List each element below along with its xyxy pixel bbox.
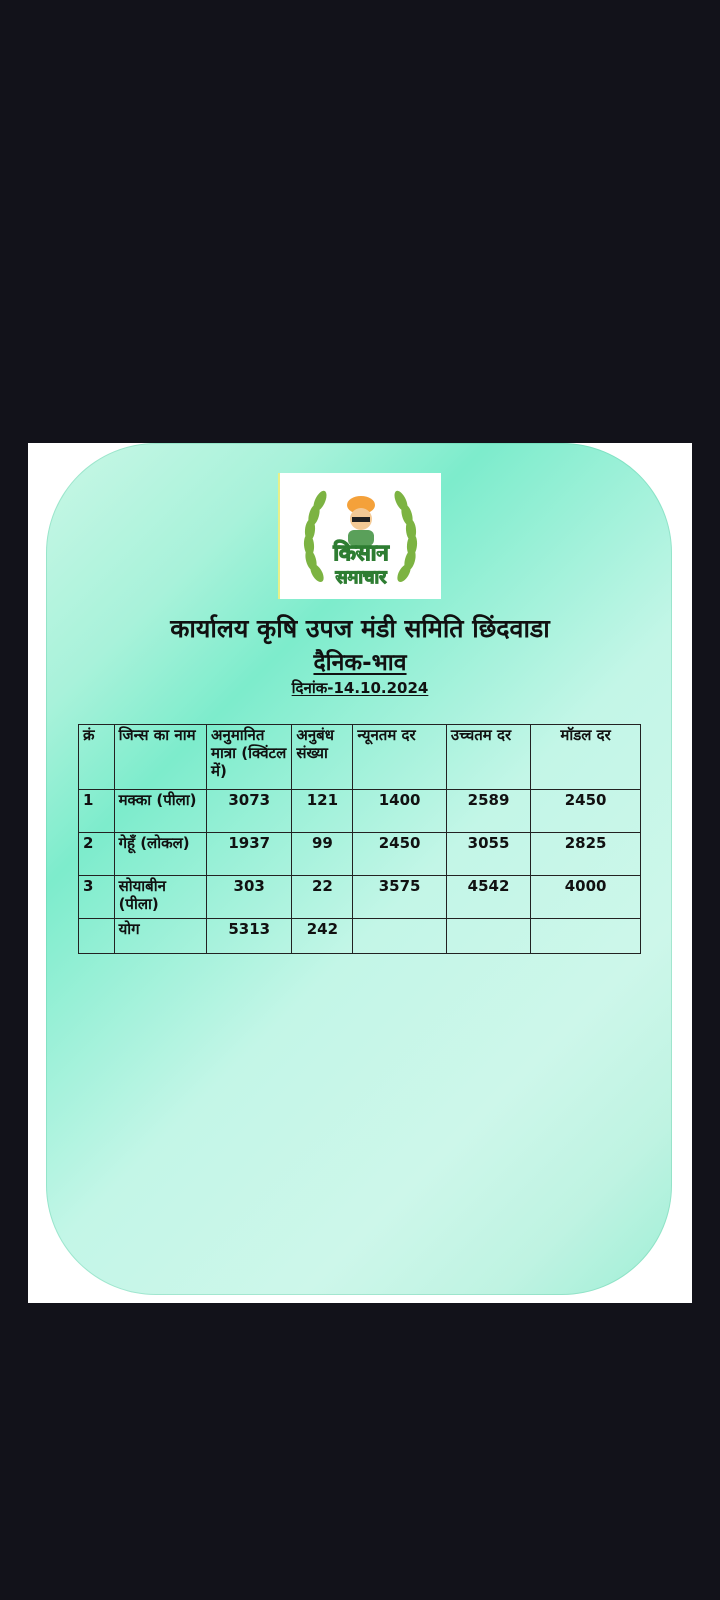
cell-commodity: मक्का (पीला) [114,790,206,833]
cell-max-rate: 3055 [446,833,530,876]
table-row [79,790,641,833]
col-quantity: अनुमानित मात्रा (क्विंटल में) [207,725,292,790]
logo-text-line2: समाचार [335,567,387,588]
col-commodity: जिन्स का नाम [114,725,206,790]
cell-model-rate: 2825 [531,833,641,876]
cell-serial: 3 [79,876,115,919]
cell-max-rate: 4542 [446,876,530,919]
cell-min-rate: 3575 [353,876,446,919]
cell-empty [531,919,641,954]
cell-serial: 2 [79,833,115,876]
cell-contracts: 99 [292,833,353,876]
cell-empty [79,919,115,954]
col-max-rate: उच्चतम दर [446,725,530,790]
cell-serial: 1 [79,790,115,833]
table-total-row [79,919,641,954]
cell-quantity: 1937 [207,833,292,876]
cell-model-rate: 4000 [531,876,641,919]
mandi-rates-table [78,724,641,954]
cell-total-quantity: 5313 [207,919,292,954]
kisan-samachar-logo [278,473,441,599]
cell-total-label: योग [114,919,206,954]
col-min-rate: न्यूनतम दर [353,725,446,790]
table-row [79,876,641,919]
cell-empty [446,919,530,954]
cell-quantity: 303 [207,876,292,919]
cell-empty [353,919,446,954]
cell-model-rate: 2450 [531,790,641,833]
cell-total-contracts: 242 [292,919,353,954]
cell-commodity: गेहूँ (लोकल) [114,833,206,876]
col-contracts: अनुबंध संख्या [292,725,353,790]
report-date: दिनांक-14.10.2024 [291,679,429,697]
cell-contracts: 22 [292,876,353,919]
cell-quantity: 3073 [207,790,292,833]
logo-text-line1: किसान [333,541,389,566]
daily-rate-title: दैनिक-भाव [313,650,407,676]
col-model-rate: मॉडल दर [531,725,641,790]
table-row [79,833,641,876]
cell-commodity: सोयाबीन (पीला) [114,876,206,919]
col-serial: क्रं [79,725,115,790]
cell-contracts: 121 [292,790,353,833]
cell-min-rate: 2450 [353,833,446,876]
office-title: कार्यालय कृषि उपज मंडी समिति छिंदवाडा [170,614,550,643]
table-header-row [79,725,641,790]
cell-min-rate: 1400 [353,790,446,833]
document-page [28,443,692,1303]
cell-max-rate: 2589 [446,790,530,833]
